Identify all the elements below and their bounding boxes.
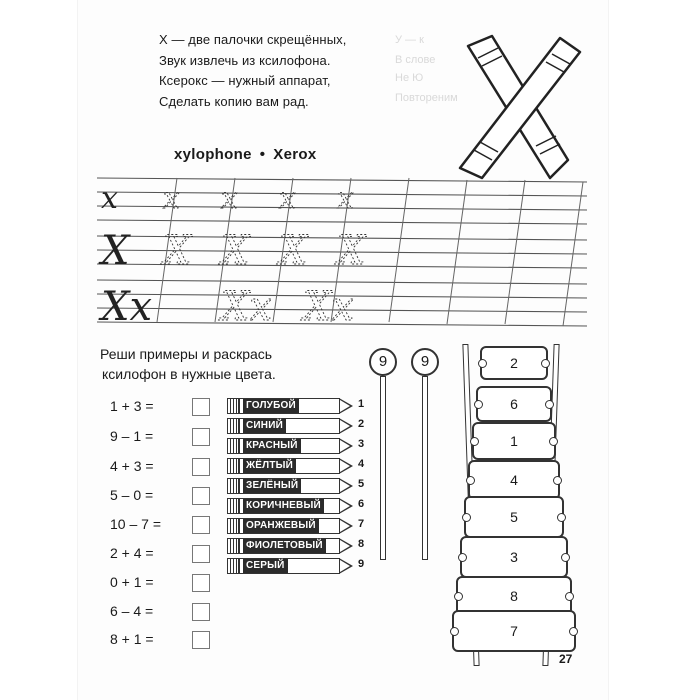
xylophone-bar[interactable] — [476, 386, 552, 422]
pencil-number: 4 — [358, 458, 365, 470]
example-expression: 4 + 3 = — [110, 458, 154, 474]
bar-number: 5 — [510, 509, 518, 525]
pencil-color-label: СЕРЫЙ — [243, 559, 288, 573]
page-number: 27 — [559, 652, 573, 666]
answer-box[interactable] — [192, 428, 210, 446]
trace-x: x — [337, 181, 354, 216]
poem-line: Звук извлечь из ксилофона. — [159, 52, 331, 68]
pencil-color-label: ЖЁЛТЫЙ — [243, 459, 296, 473]
pencil-number: 5 — [358, 478, 365, 490]
answer-box[interactable] — [192, 574, 210, 592]
pencil[interactable] — [227, 518, 367, 534]
letter-x-illustration — [440, 28, 590, 188]
bar-number: 1 — [510, 433, 518, 449]
word-xylophone: xylophone — [174, 146, 252, 163]
poem — [159, 30, 346, 112]
pencil-number: 9 — [358, 558, 365, 570]
example-expression: 9 – 1 = — [110, 428, 154, 444]
xylophone-bar[interactable] — [464, 496, 564, 538]
word-separator: • — [259, 146, 266, 163]
example-row — [110, 398, 210, 416]
example-expression: 0 + 1 = — [110, 574, 154, 590]
trace-capital-x: X — [163, 228, 192, 274]
pencil-number: 6 — [358, 498, 365, 510]
mallet — [369, 348, 397, 560]
example-row — [110, 487, 210, 505]
pencil[interactable] — [227, 558, 367, 574]
trace-x: x — [279, 181, 296, 216]
pencil-number: 7 — [358, 518, 365, 530]
bleed-through-text: В слове — [395, 54, 436, 66]
trace-capital-x: X — [221, 228, 250, 274]
pencil-color-label: ЗЕЛЁНЫЙ — [243, 479, 301, 493]
pencil-color-label: ГОЛУБОЙ — [243, 399, 299, 413]
pencil-number: 3 — [358, 438, 365, 450]
pencil-number: 8 — [358, 538, 365, 550]
example-expression: 2 + 4 = — [110, 545, 154, 561]
copy-row-1-sample: x — [101, 181, 118, 216]
example-row — [110, 516, 210, 534]
trace-x: x — [221, 181, 238, 216]
trace-x: x — [163, 181, 180, 216]
poem-line: Ксерокс — нужный аппарат, — [159, 73, 331, 88]
pencil-color-label: ФИОЛЕТОВЫЙ — [243, 539, 326, 553]
copy-row-2-sample: X — [101, 228, 130, 274]
pencil[interactable] — [227, 538, 367, 554]
copybook-lines — [97, 172, 597, 340]
pencil[interactable] — [227, 438, 367, 454]
task-line: Реши примеры и раскрась — [100, 346, 273, 362]
example-expression: 5 – 0 = — [110, 487, 154, 503]
task-line: ксилофон в нужные цвета. — [102, 366, 276, 382]
copy-row-3-sample: Xx — [101, 284, 153, 330]
bar-number: 4 — [510, 472, 518, 488]
example-row — [110, 545, 210, 563]
bleed-through-text: У — к — [395, 34, 424, 46]
example-row — [110, 631, 210, 649]
mallet-stick — [422, 376, 428, 560]
answer-box[interactable] — [192, 603, 210, 621]
trace-xx: Xx — [221, 284, 273, 330]
pencil[interactable] — [227, 398, 367, 414]
trace-xx: Xx — [303, 284, 355, 330]
answer-box[interactable] — [192, 487, 210, 505]
example-row — [110, 574, 210, 592]
bar-number: 3 — [510, 549, 518, 565]
xylophone-bar[interactable] — [468, 460, 560, 500]
pencil-color-label: КОРИЧНЕВЫЙ — [243, 499, 324, 513]
pencil[interactable] — [227, 478, 367, 494]
answer-box[interactable] — [192, 545, 210, 563]
pencil[interactable] — [227, 418, 367, 434]
example-expression: 1 + 3 = — [110, 398, 154, 414]
pencil-color-label: КРАСНЫЙ — [243, 439, 301, 453]
bar-number: 7 — [510, 623, 518, 639]
task-instructions — [100, 344, 276, 384]
example-expression: 6 – 4 = — [110, 603, 154, 619]
pencil-color-label: СИНИЙ — [243, 419, 286, 433]
example-expression: 8 + 1 = — [110, 631, 154, 647]
pencil[interactable] — [227, 498, 367, 514]
answer-box[interactable] — [192, 631, 210, 649]
bleed-through-text: Повтореним — [395, 92, 458, 104]
pencil-number: 2 — [358, 418, 365, 430]
english-words — [174, 146, 316, 163]
bleed-through-text: Не Ю — [395, 72, 424, 84]
xylophone-bar[interactable] — [452, 610, 576, 652]
trace-capital-x: X — [279, 228, 308, 274]
mallet-stick — [380, 376, 386, 560]
answer-box[interactable] — [192, 458, 210, 476]
example-row — [110, 603, 210, 621]
pencil-color-label: ОРАНЖЕВЫЙ — [243, 519, 319, 533]
pencil-number: 1 — [358, 398, 365, 410]
word-xerox: Xerox — [273, 146, 317, 163]
poem-line: Х — две палочки скрещённых, — [159, 32, 347, 47]
mallet-head-number: 9 — [369, 348, 397, 376]
trace-capital-x: X — [337, 228, 366, 274]
bar-number: 6 — [510, 396, 518, 412]
poem-line: Сделать копию вам рад. — [159, 93, 309, 109]
mallet — [411, 348, 439, 560]
xylophone-bar[interactable] — [472, 422, 556, 460]
xylophone-bar[interactable] — [480, 346, 548, 380]
pencil[interactable] — [227, 458, 367, 474]
example-row — [110, 458, 210, 476]
bar-number: 8 — [510, 588, 518, 604]
mallet-head-number: 9 — [411, 348, 439, 376]
xylophone-bar[interactable] — [460, 536, 568, 578]
example-expression: 10 – 7 = — [110, 516, 161, 532]
example-row — [110, 428, 210, 446]
bar-number: 2 — [510, 355, 518, 371]
answer-box[interactable] — [192, 398, 210, 416]
answer-box[interactable] — [192, 516, 210, 534]
